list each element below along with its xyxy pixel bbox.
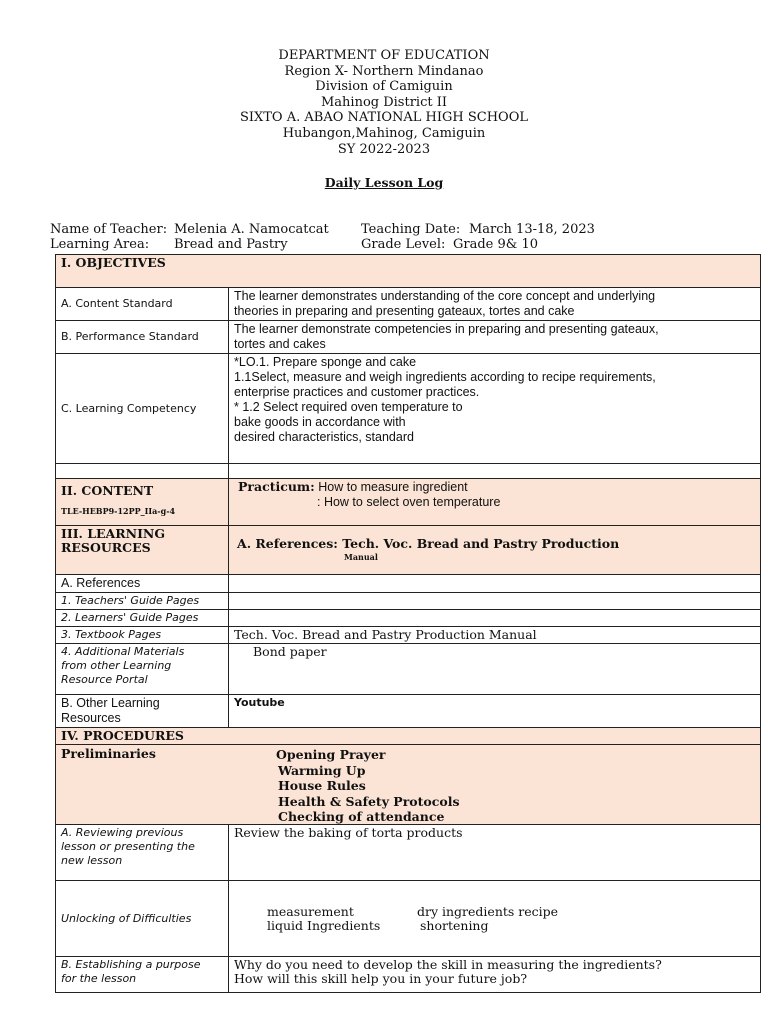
teacher-info: Name of Teacher: Melenia A. Namocatcat Teaching Date: March 13-18, 2023 (50, 222, 595, 237)
header-line: SY 2022-2023 (337, 141, 431, 157)
a-references-label: A. References (56, 575, 229, 593)
procedures-heading: IV. PROCEDURES (56, 728, 761, 745)
document-header (0, 48, 768, 157)
header-line: SIXTO A. ABAO NATIONAL HIGH SCHOOL (239, 110, 529, 126)
list-item: Checking of attendance (278, 809, 445, 824)
learning-competency-row (56, 354, 761, 464)
references-manual: Manual (344, 551, 378, 562)
review-row: A. Reviewing previous lesson or presenting the new lesson Review the baking of torta products (56, 825, 761, 881)
content-row (56, 479, 761, 526)
textbook-label: 3. Textbook Pages (56, 627, 229, 644)
learning-competency-label: C. Learning Competency (56, 354, 229, 464)
list-item: House Rules (278, 778, 366, 793)
textbook-value: Tech. Voc. Bread and Pastry Production Manual (229, 627, 761, 644)
references-row (56, 575, 761, 593)
purpose-label: B. Establishing a purpose (61, 958, 201, 971)
header-line: Region X- Northern Mindanao (284, 63, 484, 79)
review-label: A. Reviewing previous (61, 826, 184, 839)
header-line: Hubangon,Mahinog, Camiguin (282, 125, 486, 141)
performance-standard-row (56, 321, 761, 354)
references-main: A. References: Tech. Voc. Bread and Pastry Production (237, 535, 620, 551)
other-resources-value: Youtube (229, 695, 761, 728)
purpose-row: B. Establishing a purpose for the lesson Why do you need to develop the skill in measuring the ingredients? How will this skill help you in your future job? (56, 957, 761, 993)
grade-level: Grade 9& 10 (453, 237, 539, 252)
unlocking-row (56, 881, 761, 957)
list-item: Health & Safety Protocols (278, 793, 460, 809)
content-heading: II. CONTENT (61, 483, 154, 498)
competency-code: TLE-HEBP9-12PP_IIa-g-4 (61, 506, 176, 516)
unlocking-label: Unlocking of Difficulties (56, 881, 229, 957)
unlocking-value: measurement dry ingredients recipe liquid Ingredients shortening (229, 881, 761, 957)
area-info: Learning Area: Bread and Pastry Grade Level: Grade 9& 10 (50, 237, 539, 252)
learning-competency-value: *LO.1. Prepare sponge and cake 1.1Select, measure and weigh ingredients according to recipe requirements, enterprise practices and customer practices. * 1.2 Select required oven temperature to bake goods in accordance with desired characteristics, standard (229, 354, 761, 464)
content-standard-row (56, 288, 761, 321)
spacer-row (56, 464, 761, 479)
practicum-item: How to measure ingredient (314, 480, 468, 494)
review-value: Review the baking of torta products (229, 825, 761, 881)
additional-materials-row: 4. Additional Materials from other Learning Resource Portal Bond paper (56, 644, 761, 695)
objectives-heading: I. OBJECTIVES (56, 255, 761, 288)
practicum-item: : How to select oven temperature (317, 495, 501, 509)
teaching-date: March 13-18, 2023 (469, 222, 595, 237)
additional-materials-value: Bond paper (229, 644, 761, 695)
preliminaries-row (56, 745, 761, 825)
additional-materials-label: 4. Additional Materials (61, 645, 185, 658)
other-resources-label: B. Other Learning (61, 696, 160, 710)
teachers-guide-row (56, 593, 761, 610)
header-line: Mahinog District II (320, 94, 447, 110)
preliminaries-label: Preliminaries (61, 746, 156, 761)
learners-guide-label: 2. Learners' Guide Pages (56, 610, 229, 627)
practicum-label: Practicum: (238, 479, 315, 494)
performance-standard-label: B. Performance Standard (56, 321, 229, 354)
content-standard-value: The learner demonstrates understanding of the core concept and underlying theories in preparing and presenting gateaux, tortes and cake (229, 288, 761, 321)
learning-area: Bread and Pastry (174, 237, 288, 252)
list-item: Warming Up (278, 762, 366, 778)
content-standard-label: A. Content Standard (56, 288, 229, 321)
teacher-name: Melenia A. Namocatcat (174, 222, 329, 237)
header-line: DEPARTMENT OF EDUCATION (278, 48, 490, 63)
teachers-guide-label: 1. Teachers' Guide Pages (56, 593, 229, 610)
textbook-row (56, 627, 761, 644)
procedures-row (56, 728, 761, 745)
header-line: Division of Camiguin (315, 79, 453, 95)
lesson-log-table (55, 254, 761, 993)
resources-heading: III. LEARNING (61, 526, 166, 541)
other-resources-row: B. Other Learning Resources Youtube (56, 695, 761, 728)
resources-row: III. LEARNING RESOURCES A. References: Tech. Voc. Bread and Pastry Production Manual (56, 526, 761, 575)
objectives-row (56, 255, 761, 288)
learners-guide-row (56, 610, 761, 627)
performance-standard-value: The learner demonstrate competencies in preparing and presenting gateaux, tortes and cakes (229, 321, 761, 354)
preliminaries-list (276, 747, 459, 825)
document-title: Daily Lesson Log (324, 175, 444, 190)
purpose-value: Why do you need to develop the skill in measuring the ingredients? How will this skill help you in your future job? (229, 957, 761, 993)
list-item: Opening Prayer (276, 747, 386, 762)
